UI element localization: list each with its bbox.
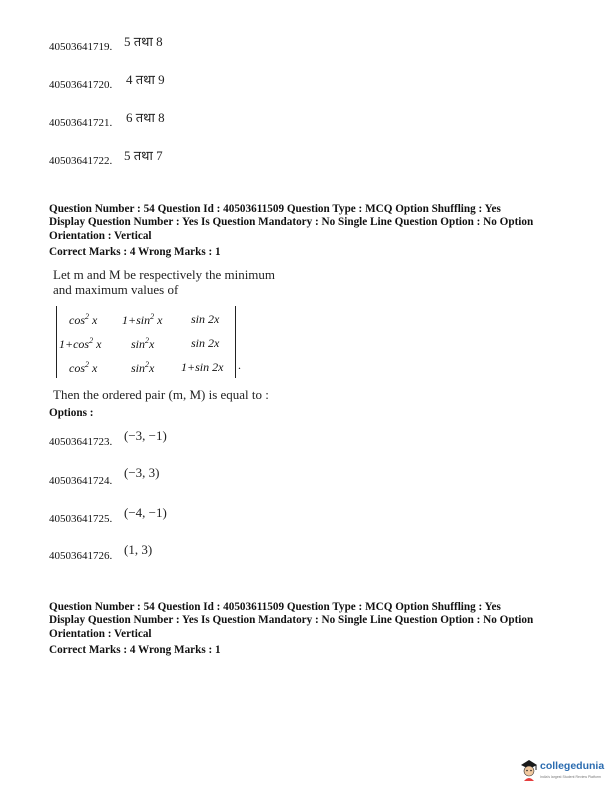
question-text-2: and maximum values of xyxy=(53,282,179,297)
option-text: (−3, −1) xyxy=(124,428,167,443)
matrix-cell-r1c2: $1+\sin^2$ x xyxy=(122,312,163,327)
option-id: 40503641722. xyxy=(49,155,113,167)
determinant xyxy=(55,304,245,380)
header-line-2: Display Question Number : Yes Is Question Mandatory : No Single Line Question Option : No Option xyxy=(49,216,534,229)
matrix-trailing-period: . xyxy=(238,358,241,372)
logo-tagline: India's largest Student Review Platform xyxy=(540,775,601,779)
marks-line: Correct Marks : 4 Wrong Marks : 1 xyxy=(49,246,221,258)
determinant-left-bar xyxy=(56,306,57,378)
option-id: 40503641719. xyxy=(49,41,113,53)
mascot-icon xyxy=(518,756,540,782)
option-text: 5 तथा 7 xyxy=(124,148,163,163)
option-id: 40503641721. xyxy=(49,117,113,129)
option-id: 40503641725. xyxy=(49,513,113,525)
header-line-1: Question Number : 54 Question Id : 40503611509 Question Type : MCQ Option Shuffling : Yes xyxy=(49,203,501,215)
collegedunia-logo xyxy=(518,756,608,786)
question-text-1: Let m and M be respectively the minimum xyxy=(53,267,276,282)
option-text: (1, 3) xyxy=(124,542,153,557)
header-line-1: Question Number : 54 Question Id : 40503611509 Question Type : MCQ Option Shuffling : Yes xyxy=(49,601,501,613)
matrix-cell-r1c1: $\cos^2 x$ xyxy=(69,312,98,327)
option-text: (−4, −1) xyxy=(124,505,167,520)
logo-brand-text: collegedunia xyxy=(540,760,605,772)
matrix-cell-r2c1: $1+\cos^2$ x xyxy=(59,336,102,351)
question-header-repeat xyxy=(49,601,533,641)
matrix-cell-r2c3: sin 2x xyxy=(191,336,220,350)
matrix-cell-r3c2: $\sin^2x$ xyxy=(131,360,155,375)
option-id: 40503641726. xyxy=(49,550,113,562)
option-id: 40503641723. xyxy=(49,436,113,448)
header-line-3: Orientation : Vertical xyxy=(49,229,152,242)
option-id: 40503641724. xyxy=(49,475,113,487)
matrix-cell-r3c1: $\cos^2 x$ xyxy=(69,360,98,375)
option-text: 5 तथा 8 xyxy=(124,34,163,49)
header-line-2: Display Question Number : Yes Is Question Mandatory : No Single Line Question Option : No Option xyxy=(49,614,534,627)
options-label: Options : xyxy=(49,407,94,419)
question-header xyxy=(49,203,533,243)
header-line-3: Orientation : Vertical xyxy=(49,627,152,640)
option-text: 4 तथा 9 xyxy=(126,72,165,87)
matrix-cell-r2c2: $\sin^2x$ xyxy=(131,336,155,351)
option-id: 40503641720. xyxy=(49,79,113,91)
matrix-cell-r3c3: 1+sin 2x xyxy=(181,360,224,374)
question-text-3: Then the ordered pair (m, M) is equal to : xyxy=(53,387,269,402)
option-text: 6 तथा 8 xyxy=(126,110,165,125)
marks-line-repeat: Correct Marks : 4 Wrong Marks : 1 xyxy=(49,644,221,656)
option-text: (−3, 3) xyxy=(124,465,160,480)
matrix-cell-r1c3: sin 2x xyxy=(191,312,220,326)
determinant-right-bar xyxy=(235,306,236,378)
